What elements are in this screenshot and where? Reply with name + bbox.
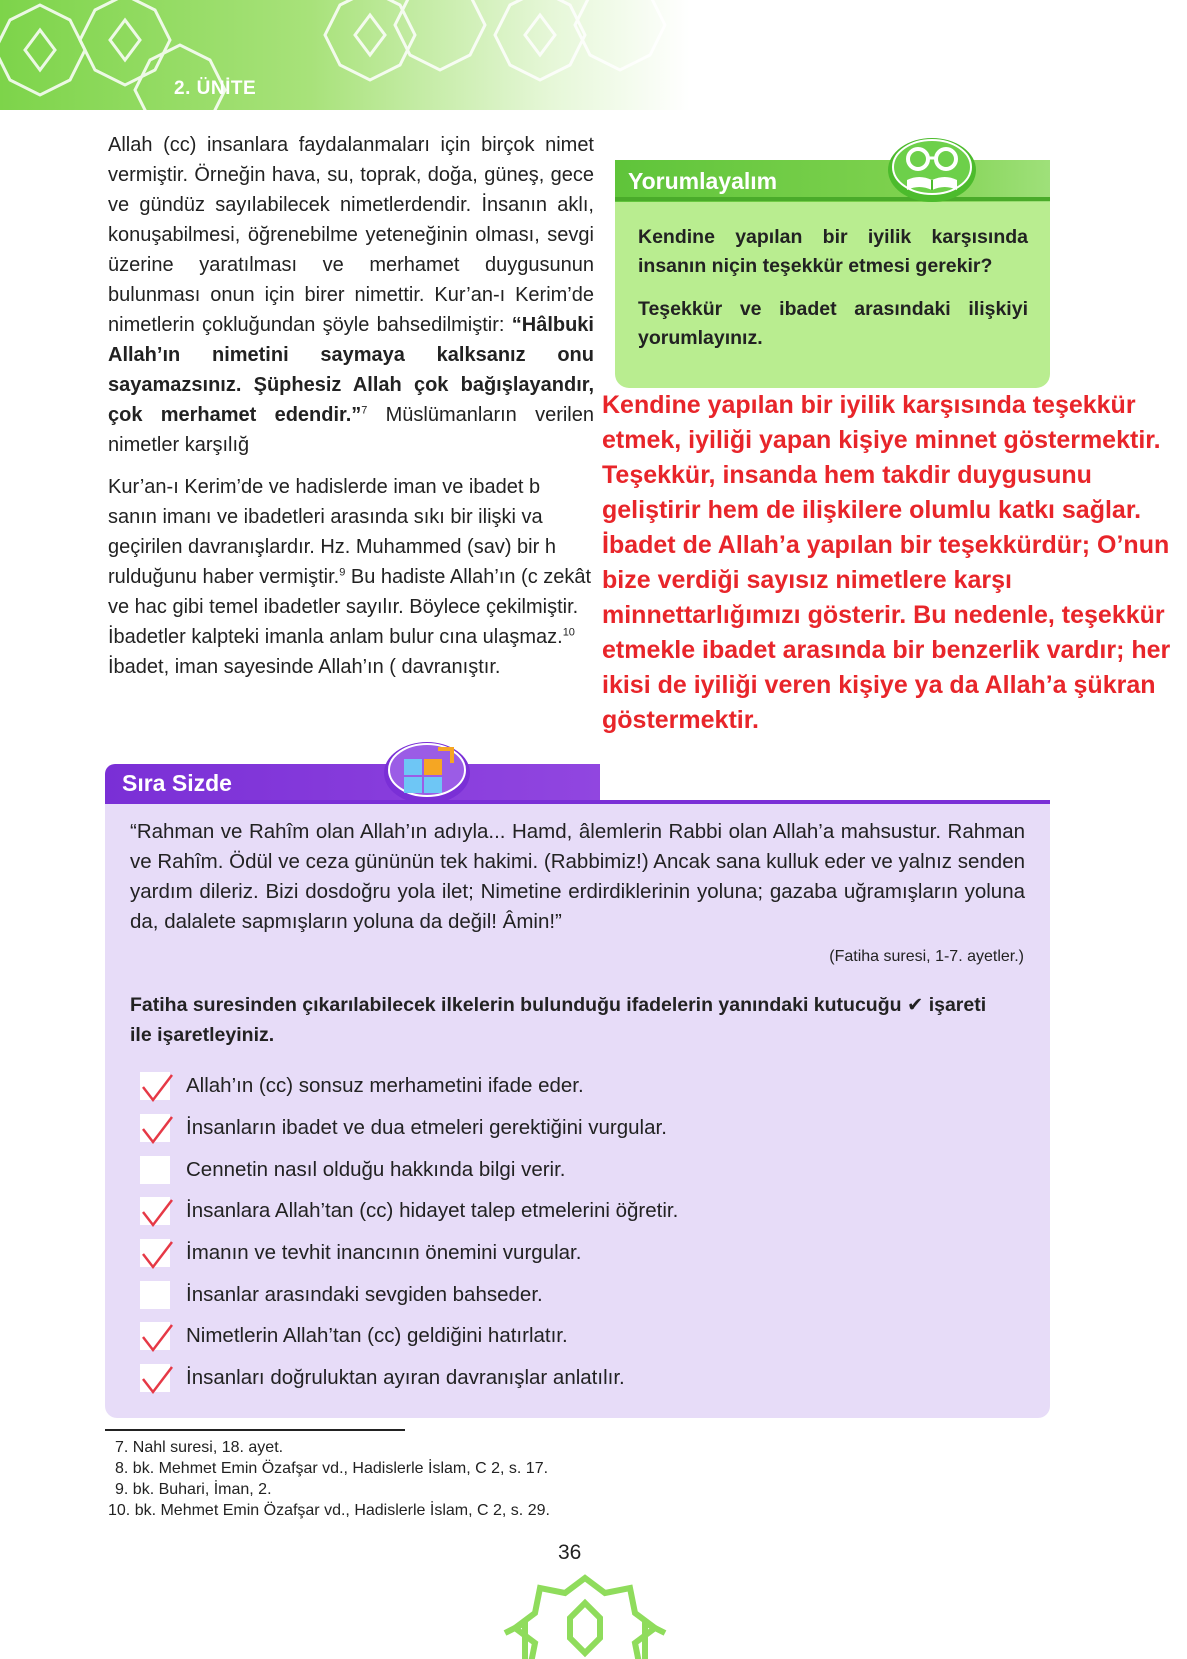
quote-nahl: “Hâlbuki Allah’ın nimetini saymaya kalksanız onu sayamazsınız. Şüphesiz Allah çok bağışlayandır, çok merhamet edendir.” <box>108 314 594 426</box>
footnote-ref-9: 9 <box>339 566 346 579</box>
header-star-pattern <box>0 0 690 110</box>
checklist-label: İnsanlara Allah’tan (cc) hidayet talep etmelerini öğretir. <box>186 1199 679 1222</box>
check-mark-icon <box>140 1070 174 1104</box>
sira-sizde-header-line <box>105 800 1050 804</box>
yorumlayalim-header-line <box>615 197 1050 201</box>
sira-sizde-title: Sıra Sizde <box>122 770 232 796</box>
checklist-label: İnsanlar arasındaki sevgiden bahseder. <box>186 1283 543 1306</box>
footnote-ref-10: 10 <box>562 626 575 639</box>
answer-text: Kendine yapılan bir iyilik karşısında teşekkür etmek, iyiliği yapan kişiye minnet göstermektir. Teşekkür, insanda hem takdir duygusunu geliştirir hem de ilişkilere olumlu katkı sağlar. İbadet de Allah’a yapılan bir teşekkürdür; O’nun bize verdiği sayısız nimetlere karşı minnettarlığımızı gösterir. Bu nedenle, teşekkür etmekle ibadet arasında bir benzerlik vardır; her ikisi de iyiliği veren kişiye ya da Allah’a şükran göstermektir. <box>602 391 1171 734</box>
glasses-book-icon <box>885 134 980 204</box>
check-mark-icon <box>140 1362 174 1396</box>
check-mark-icon <box>140 1320 174 1354</box>
check-mark-icon <box>140 1112 174 1146</box>
page-number: 36 <box>558 1541 582 1564</box>
paragraph-2: Kur’an-ı Kerim’de ve hadislerde iman ve ibadet b sanın imanı ve ibadetleri arasında sıkı bir ilişki va geçirilen davranışlardır. Hz. Muhammed (sav) bir h rulduğunu haber vermiştir.$^9$ Bu hadiste Allah’ın (c zekât ve hac gibi temel ibadetler sayılır. Böylece çekilmiştir. İbadetler kalpteki imanla anlam bulur cına ulaşmaz.$^{10}$ İbadet, iman sayesinde Allah’ın ( davranıştır. <box>108 476 592 678</box>
quote-source: (Fatiha suresi, 1-7. ayetler.) <box>829 948 1024 965</box>
fatiha-quote: “Rahman ve Rahîm olan Allah’ın adıyla... Hamd, âlemlerin Rabbi olan Allah’a mahsustur. Rahman ve Rahîm. Ödül ve ceza gününün tek hakimi. (Rabbimiz!) Ancak sana kulluk eder ve yalnız senden yardım dileriz. Bizi dosdoğru yola ilet; Nimetine erdirdiklerinin yoluna; gazaba uğramışların yoluna da, dalalete sapmışların yoluna da değil! Âmin!” <box>130 820 1025 933</box>
checklist-label: İmanın ve tevhit inancının önemini vurgular. <box>186 1241 582 1264</box>
yorumlayalim-title: Yorumlayalım <box>628 168 778 194</box>
body-text-2 <box>108 472 594 692</box>
footnote-10: 10. bk. Mehmet Emin Özafşar vd., Hadislerle İslam, C 2, s. 29. <box>108 1502 550 1519</box>
yorumlayalim-question-2: Teşekkür ve ibadet arasındaki ilişkiyi yorumlayınız. <box>638 298 1028 349</box>
paragraph-1: Allah (cc) insanlara faydalanmaları için birçok nimet vermiştir. Örneğin hava, su, toprak, doğa, güneş, gece ve gündüz sayılabilecek nimetlerdendir. İnsanın aklı, konuşabilmesi, öğrenebilme yeteneğinin olması, sevgi üzerine yaratılması ve merhamet duygusunun bulunması onun için birer nimettir. Kur’an-ı Kerim’de nimetlerin çokluğundan şöyle bahsedilmiştir: “Hâlbuki Allah’ın nimetini saymaya kalksanız onu sayamazsınız. Şüphesiz Allah çok bağışlayandır, çok merhamet edendir.”$^7$ Müslümanların verilen nimetler karşılığ <box>108 134 594 456</box>
footnotes <box>108 1437 550 1521</box>
puzzle-icon <box>382 737 472 805</box>
checklist-label: İnsanların ibadet ve dua etmeleri gerektiğini vurgular. <box>186 1116 667 1139</box>
yorumlayalim-question-1: Kendine yapılan bir iyilik karşısında insanın niçin teşekkür etmesi gerekir? <box>638 226 1028 277</box>
footnote-rule <box>105 1429 405 1431</box>
checkbox[interactable] <box>140 1156 170 1184</box>
checklist-label: Allah’ın (cc) sonsuz merhametini ifade eder. <box>186 1074 584 1097</box>
check-mark-icon <box>140 1237 174 1271</box>
check-mark-icon <box>140 1195 174 1229</box>
checkbox[interactable] <box>140 1281 170 1309</box>
checklist-label: Nimetlerin Allah’tan (cc) geldiğini hatırlatır. <box>186 1324 568 1347</box>
footnote-9: 9. bk. Buhari, İman, 2. <box>115 1481 272 1498</box>
instruction: Fatiha suresinden çıkarılabilecek ilkelerin bulunduğu ifadelerin yanındaki kutucuğu ✔ işareti ile işaretleyiniz. <box>130 994 987 1046</box>
footnote-8: 8. bk. Mehmet Emin Özafşar vd., Hadislerle İslam, C 2, s. 17. <box>115 1460 549 1477</box>
footer-star-ornament <box>495 1573 675 1659</box>
checklist-label: Cennetin nasıl olduğu hakkında bilgi verir. <box>186 1158 566 1181</box>
body-text <box>108 130 594 470</box>
unit-label: 2. ÜNİTE <box>174 78 257 99</box>
footnote-7: 7. Nahl suresi, 18. ayet. <box>115 1439 284 1456</box>
footnote-ref-7: 7 <box>361 404 368 417</box>
checklist-label: İnsanları doğruluktan ayıran davranışlar anlatılır. <box>186 1366 625 1389</box>
